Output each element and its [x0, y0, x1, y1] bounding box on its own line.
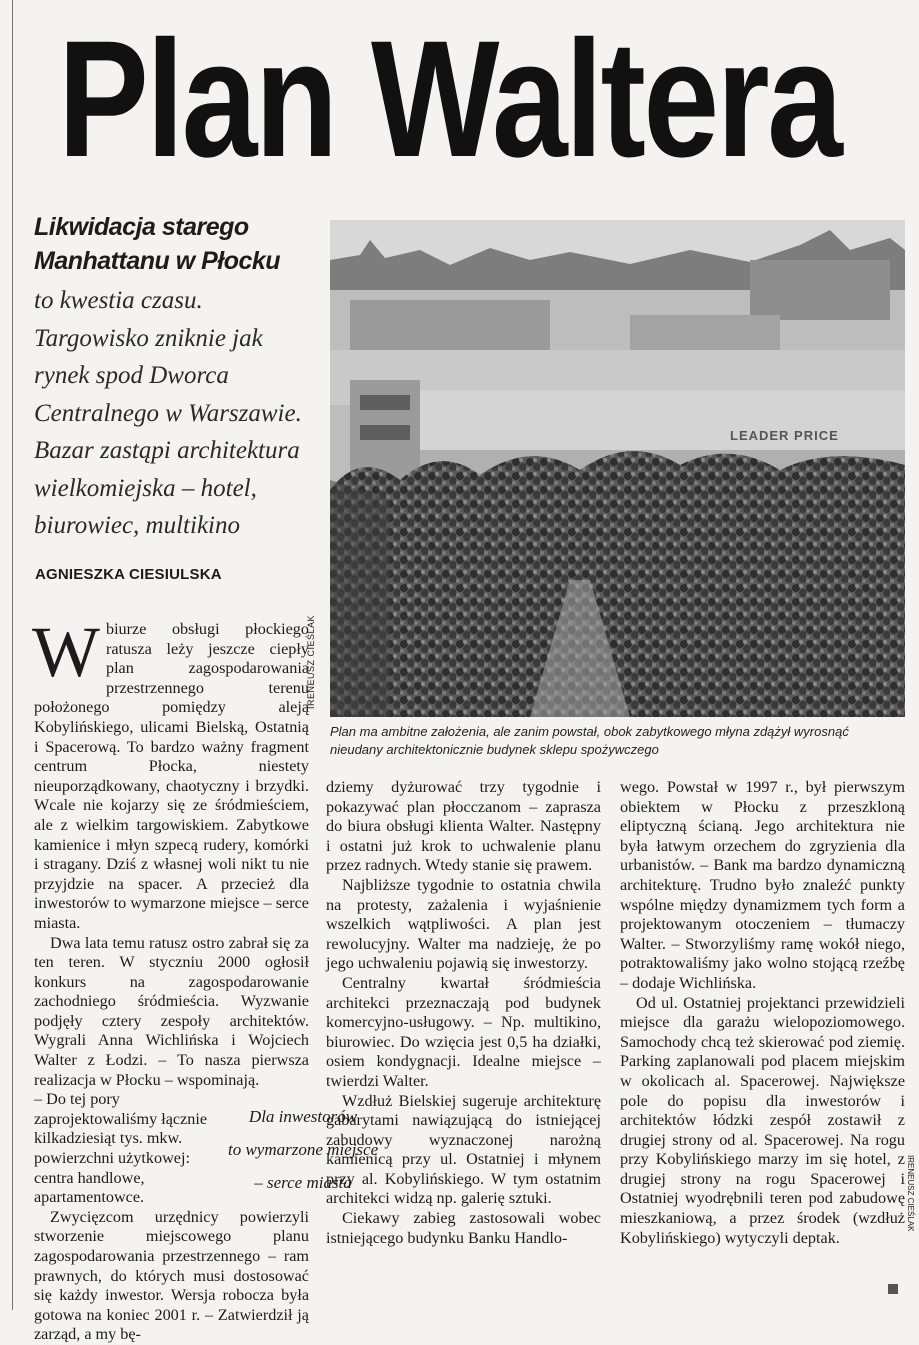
paragraph: dziemy dyżurować trzy tygodnie i pokazywać plan płocczanom – zaprasza do biura obsługi klienta Walter. Następny i ostatni już krok to uchwalenie planu przez radnych. Wtedy stanie się prawem.: [326, 778, 601, 875]
deck-italic-line: wielkomiejska – hotel,: [34, 474, 257, 502]
deck-bold-line: Likwidacja starego: [34, 213, 249, 241]
pull-quote-line: to wymarzone miejsce: [228, 1140, 379, 1159]
paragraph: Dwa lata temu ratusz ostro zabrał się za ten teren. W styczniu 2000 ogłosił konkurs na zagospodarowanie zachodniego śródmieścia. Wyzwanie podjęły cztery zespoły architektów. Wygrali Anna Wichlińska i Wojciech Walter z Łodzi. – To nasza pierwsza realizacja w Płocku – wspominają.: [34, 933, 309, 1089]
end-of-article-mark: [888, 1284, 898, 1294]
deck-italic: [34, 282, 319, 545]
paragraph: wego. Powstał w 1997 r., był pierwszym obiektem w Płocku z przeszkloną eliptyczną ścianą. Jego architektura nie była łatwym orzechem do zgryzienia dla urbanistów. – Bank ma bardzo dynamiczną architekturę. Trudno było znaleźć punkty wspólne między dynamizmem tych form a projektowanym otoczeniem – tłumaczy Walter. – Stworzyliśmy ramę wokół niego, potraktowaliśmy jako wolno stojącą rzeźbę – dodaje Wichlińska.: [620, 778, 905, 992]
paragraph: Od ul. Ostatniej projektanci przewidzieli miejsce dla garażu wielopoziomowego. Samochody chcą też skierować pod ziemię. Parking zaplanowali pod placem miejskim w okolicach al. Spacerowej. Największe pole do popisu dla inwestorów i architektów łódzki zespół zostawił z drugiej strony od al. Spacerowej. Na rogu przy Kobylińskiego marzy im się hotel, z drugiej strony na rogu Spacerowej i Ostatniej wyodrębnili teren pod zabudowę mieszkaniową, a przez środek (wzdłuż Kobylińskiego) wytyczyli deptak.: [620, 993, 905, 1247]
store-sign-text: LEADER PRICE: [730, 428, 839, 443]
deck-italic-line: rynek spod Dworca: [34, 362, 229, 389]
paragraph: Zwycięzcom urzędnicy powierzyli stworzenie miejscowego planu zagospodarowania przestrzennego – ram prawnych, do których musi dostosować się każdy inwestor. Wersja robocza była gotowa na koniec 2001 r. – Zatwierdził ją zarząd, a my bę-: [34, 1207, 309, 1344]
deck-italic-line: Centralnego w Warszawie.: [34, 399, 302, 427]
drop-cap: W: [32, 612, 100, 692]
pull-quote-line: – serce miasta: [254, 1173, 352, 1192]
photo-caption: Plan ma ambitne założenia, ale zanim powstał, obok zabytkowego młyna zdążył wyrosnąć nieudany architektonicznie budynek sklepu spożywczego: [330, 724, 849, 757]
deck-bold: [34, 210, 319, 278]
paragraph: Centralny kwartał śródmieścia architekci przeznaczają pod budynek komercyjno-usługowy. – Np. multikino, biurowiec. Do wzięcia jest 0,5 ha działki, osiem kondygnacji. Idealne miejsce – twierdzi Walter.: [326, 973, 601, 1090]
article-column-3: [620, 778, 905, 1248]
pull-quote-line: Dla inwestorów: [248, 1107, 358, 1126]
article-photo: [330, 220, 905, 717]
city-photo-illustration: [330, 220, 905, 717]
margin-photo-credit: [906, 1155, 918, 1235]
deck-italic-line: Targowisko zniknie jak: [34, 324, 263, 352]
margin-credit-text: IRENEUSZ CIEŚLAK: [906, 1155, 915, 1232]
photo-credit-text: IRENEUSZ CIEŚLAK: [306, 615, 316, 710]
paragraph: – Do tej pory zaprojektowaliśmy łącznie kilkadziesiąt tys. mkw. powierzchni użytkowej: centra handlowe, apartamentowce.: [34, 1090, 208, 1207]
headline: Plan Waltera: [58, 7, 841, 192]
paragraph: Najbliższe tygodnie to ostatnia chwila na protesty, zażalenia i wyjaśnienie wszelkich wątpliwości. A plan jest rewolucyjny. Walter ma nadzieję, że po jego uchwaleniu pojawią się inwestorzy.: [326, 875, 601, 973]
paragraph-text: biurze obsługi płockiego ratusza leży jeszcze ciepły plan zagospodarowania przestrzennego terenu położonego pomiędzy aleją Kobylińskiego, ulicami Bielską, Ostatnią i Spacerową. To bardzo ważny fragment centrum Płocka, niestety nieuporządkowany, chaotyczny i brzydki. Wcale nie kojarzy się ze śródmieściem, ale z wielkim targowiskiem. Zabytkowe kamienice i młyn szpecą rudery, komórki i stragany. Dziś z własnej woli nikt tu nie przyjdzie na spacer. A przecież dla inwestorów to wymarzone miejsce – serce miasta.: [34, 620, 309, 932]
article-column-1: [32, 612, 309, 1345]
paragraph: Wzdłuż Bielskiej sugeruje architekturę gabarytami nawiązującą do istniejącej zabudowy wyznaczonej narożną kamienicą przy ul. Ostatniej i młynem przy al. Kobylińskiego. W tym ostatnim architekci widzą np. galerię sztuki.: [326, 1091, 601, 1208]
article-column-2: [326, 778, 601, 1248]
margin-rule: [12, 0, 13, 1310]
deck-italic-line: biurowiec, multikino: [34, 512, 240, 539]
byline: AGNIESZKA CIESIULSKA: [35, 566, 222, 583]
deck-italic-line: to kwestia czasu.: [34, 287, 203, 314]
deck-bold-line: Manhattanu w Płocku: [34, 247, 281, 275]
paragraph: [32, 612, 309, 934]
deck-italic-line: Bazar zastąpi architektura: [34, 437, 300, 464]
paragraph: Ciekawy zabieg zastosowali wobec istniejącego budynku Banku Handlo-: [326, 1209, 601, 1247]
